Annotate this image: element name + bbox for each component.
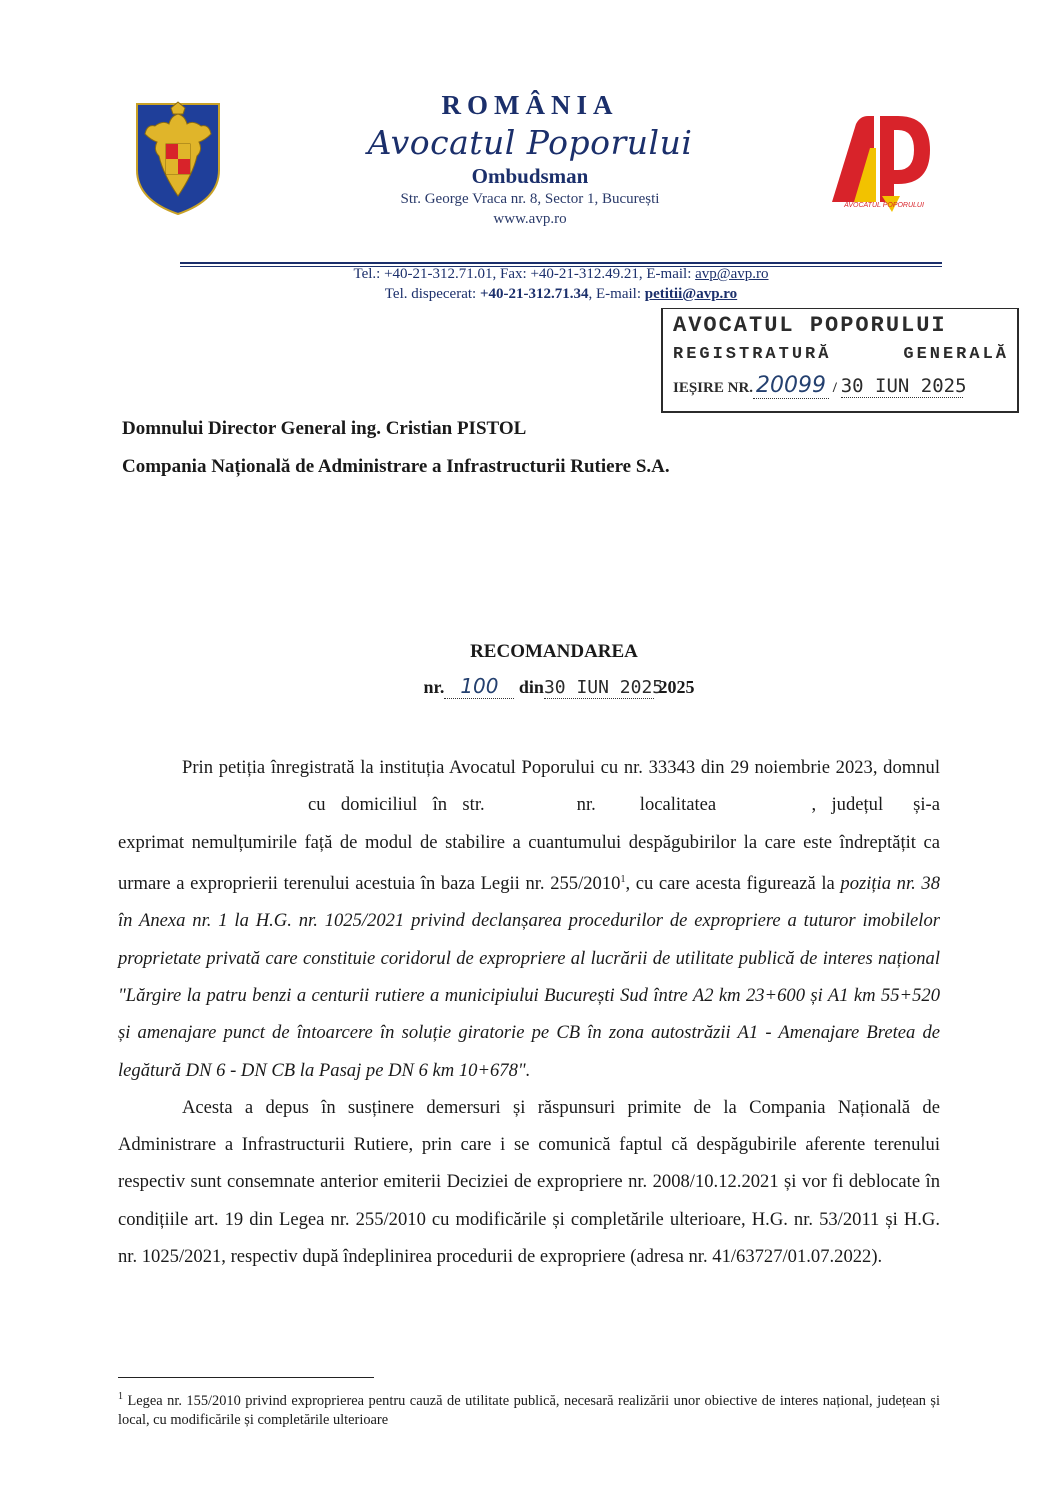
institution-website[interactable]: www.avp.ro [493,211,567,227]
stamp-exit-date: 30 IUN 2025 [840,375,967,397]
coat-of-arms-icon [133,100,223,216]
document-title [0,641,1058,663]
document-title-text: RECOMANDAREA [470,641,638,662]
addressee-name: Domnului Director General ing. Cristian PISTOL [122,418,527,439]
contact-phone-fax: Tel.: +40-21-312.71.01, Fax: +40-21-312.49.21, E-mail: [353,266,696,282]
footnote-divider [118,1377,374,1378]
stamp-separator: / [832,380,837,396]
footnote [118,1387,940,1430]
stamp-exit-number: 20099 [753,373,829,399]
p1-text-a: Prin petiția înregistrată la instituția Avocatul Poporului cu nr. 33343 din 29 noiembrie 2023, domnul [182,757,940,778]
header-divider [180,262,942,264]
footnote-text: Legea nr. 155/2010 privind exproprierea pentru cauză de utilitate publică, necesară realizării unor obiective de interes național, județean și local, cu modificările și completările ulterioare [118,1392,940,1428]
contact-line-2 [180,286,942,303]
registry-stamp [661,308,1019,413]
document-number: 100 [444,674,514,699]
document-body [118,749,940,1275]
stamp-exit-label: IEȘIRE NR. [673,380,754,396]
p1-text-d: localitatea [639,794,717,816]
institution-subtitle: Ombudsman [471,164,589,188]
dispatch-label: Tel. dispecerat: [384,286,480,302]
addressee-company: Compania Națională de Administrare a Infrastructurii Rutiere S.A. [122,456,670,477]
stamp-subtitle-word2: GENERALĂ [903,345,1009,364]
petitions-email-link[interactable]: petitii@avp.ro [644,286,738,302]
institution-name: Avocatul Poporului [367,123,693,162]
p1-text-f: și-a exprimat nemulțumirile față de modul de stabilire a cuantumului despăgubirilor la care este îndreptățit ca urmare a exproprierii terenului acestuia în baza Legii nr. 255/2010 [118,794,940,895]
avp-logo [826,110,938,216]
document-year: 2025 [658,677,695,697]
paragraph-2: Acesta a depus în susținere demersuri și răspunsuri primite de la Compania Națională de Administrare a Infrastructurii Rutiere, prin care i se comunică faptul că despăgubirile aferente terenului respectiv sunt consemnate anterior emiterii Deciziei de expropriere nr. 2008/10.12.2021 și vor fi deblocate în condițiile art. 19 din Legea nr. 255/2010 cu modificările și completările ulterioare, H.G. nr. 53/2011 și H.G. nr. 1025/2021, respectiv după îndeplinirea procedurii de expropriere (adresa nr. 41/63727/01.07.2022). [118,1096,940,1268]
dispatch-phone: +40-21-312.71.34 [479,286,589,302]
p1-text-c: nr. [576,794,596,816]
stamp-subtitle-word1: REGISTRATURĂ [673,345,832,364]
nr-label: nr. [423,677,445,697]
stamp-title: AVOCATUL POPORULUI [673,313,947,338]
country-name: ROMÂNIA [441,90,619,120]
footnote-ref[interactable]: 1 [620,873,626,885]
p1-text-b: cu domiciliul în str. [308,794,485,816]
institution-address: Str. George Vraca nr. 8, Sector 1, București [400,191,660,207]
letterhead [250,90,810,229]
p1-italic-citation: poziția nr. 38 în Anexa nr. 1 la H.G. nr. 1025/2021 privind declanșarea procedurilor de expropriere a tuturor imobilelor proprietate privată care constituie coridorul de expropriere al lucrării de utilitate publică de interes național "Lărgire la patru benzi a centurii rutiere a municipiului București Sud între A2 km 23+600 și A1 km 55+520 și amenajare punct de întoarcere în soluție giratorie pe CB în zona autostrăzii A1 - Amenajare Bretea de legătură DN 6 - DN CB la Pasaj pe DN 6 km 10+678". [118,873,940,1081]
p1-text-e: , județul [811,794,884,816]
paragraph-1 [118,749,940,1089]
document-date-stamp: 30 IUN 2025 [543,677,664,698]
stamp-subtitle [673,345,1009,364]
document-number-line [0,674,1058,699]
dispatch-email-label: , E-mail: [588,286,645,302]
logo-caption: AVOCATUL POPORULUI [844,202,924,209]
contact-line-1 [180,266,942,283]
stamp-exit-line [673,373,967,399]
footnote-mark: 1 [118,1391,123,1402]
contact-email-link[interactable]: avp@avp.ro [695,266,769,282]
p1-text-g: , cu care acesta figurează la [625,873,841,895]
din-label: din [518,677,544,697]
